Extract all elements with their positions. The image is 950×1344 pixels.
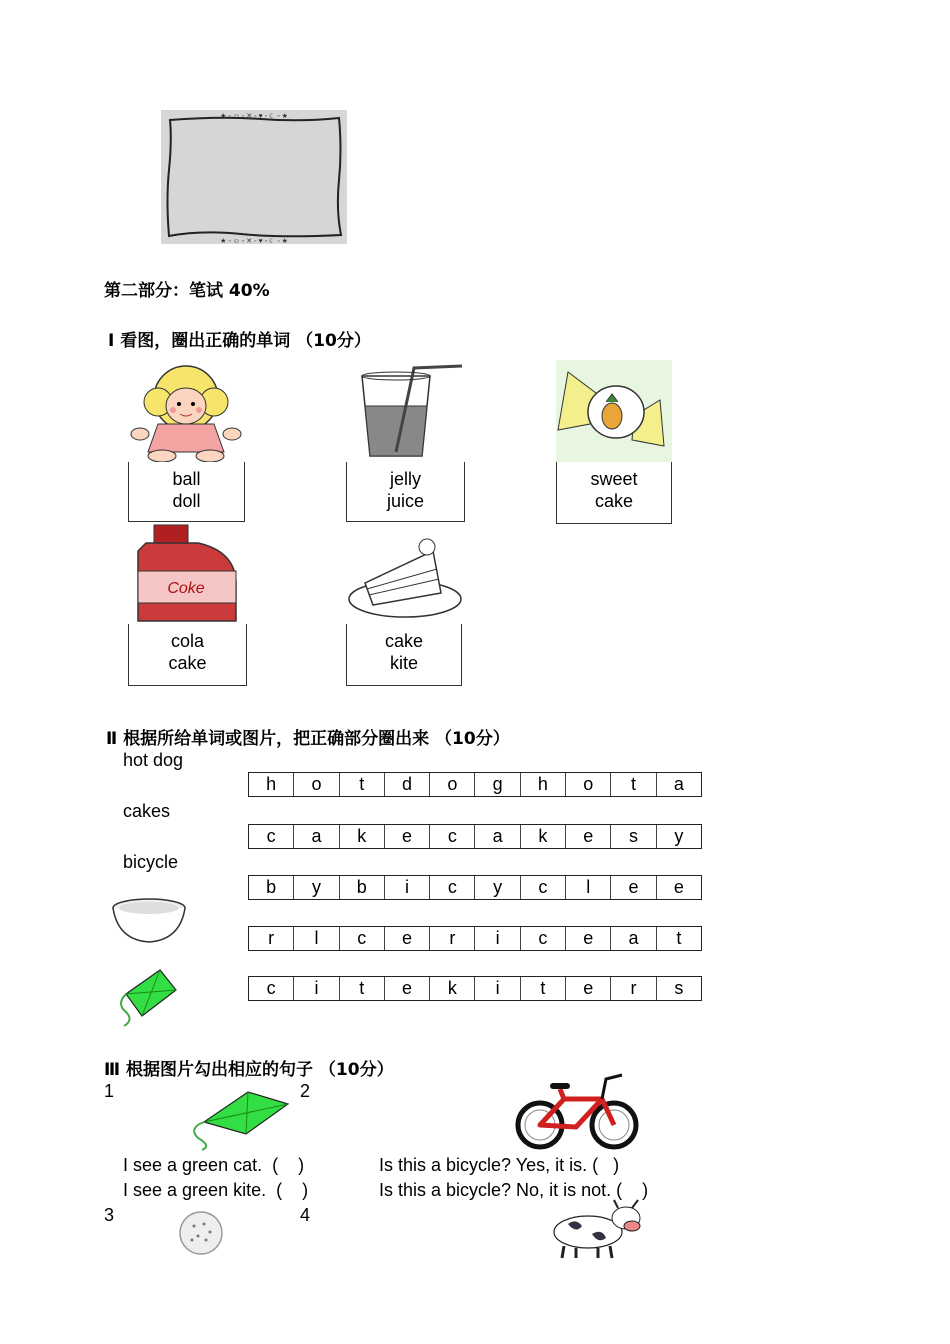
- letter-cell[interactable]: r: [249, 927, 294, 950]
- word-card-doll: [128, 462, 245, 522]
- option-bicycle-no[interactable]: Is this a bicycle? No, it is not. ( ): [379, 1180, 649, 1200]
- letter-grid-row: [248, 772, 702, 797]
- letter-cell[interactable]: c: [430, 825, 475, 848]
- word-option[interactable]: juice: [386, 491, 425, 511]
- letter-cell[interactable]: t: [611, 773, 656, 796]
- letter-cell[interactable]: o: [430, 773, 475, 796]
- part2-title: 第二部分：笔试 40%: [104, 281, 270, 301]
- letter-cell[interactable]: c: [521, 927, 566, 950]
- letter-cell[interactable]: r: [611, 977, 656, 1000]
- word-option[interactable]: ball: [172, 469, 201, 489]
- word-card-cake: [346, 624, 462, 686]
- letter-cell[interactable]: a: [475, 825, 520, 848]
- section3-title: Ⅲ 根据图片勾出相应的句子 （10分）: [104, 1060, 394, 1080]
- letter-cell[interactable]: i: [475, 927, 520, 950]
- letter-cell[interactable]: o: [566, 773, 611, 796]
- letter-cell[interactable]: c: [521, 876, 566, 899]
- letter-cell[interactable]: s: [674, 978, 684, 998]
- section1-title: Ⅰ 看图，圈出正确的单词 （10分）: [108, 331, 371, 351]
- word-option[interactable]: jelly: [389, 469, 421, 489]
- doll-image: [128, 362, 244, 462]
- letter-cell[interactable]: t: [340, 977, 385, 1000]
- picture-frame: [161, 110, 347, 244]
- letter-cell[interactable]: e: [566, 927, 611, 950]
- juice-glass-image: [356, 362, 466, 460]
- letter-cell[interactable]: a: [673, 774, 684, 794]
- word-hot-dog: hot dog: [123, 750, 184, 770]
- letter-cell[interactable]: e: [566, 825, 611, 848]
- letter-cell[interactable]: k: [521, 825, 566, 848]
- cola-bottle-image: [128, 521, 246, 625]
- cow-image: [548, 1198, 644, 1260]
- letter-cell[interactable]: e: [385, 825, 430, 848]
- letter-cell[interactable]: e: [673, 877, 684, 897]
- word-cakes: cakes: [123, 801, 171, 821]
- letter-cell[interactable]: t: [521, 977, 566, 1000]
- letter-cell[interactable]: a: [611, 927, 656, 950]
- letter-cell[interactable]: o: [294, 773, 339, 796]
- letter-cell[interactable]: s: [611, 825, 656, 848]
- letter-cell[interactable]: r: [430, 927, 475, 950]
- option-green-cat[interactable]: I see a green cat. ( ): [123, 1155, 305, 1175]
- question-number: 3: [104, 1205, 115, 1225]
- letter-cell[interactable]: c: [430, 876, 475, 899]
- letter-grid-row: [248, 976, 702, 1001]
- letter-cell[interactable]: i: [294, 977, 339, 1000]
- letter-cell[interactable]: c: [249, 977, 294, 1000]
- kite-image: [182, 1088, 292, 1152]
- section2-title: Ⅱ 根据所给单词或图片，把正确部分圈出来 （10分）: [106, 729, 510, 749]
- word-option[interactable]: cake: [168, 653, 207, 673]
- option-bicycle-yes[interactable]: Is this a bicycle? Yes, it is. ( ): [379, 1155, 620, 1175]
- letter-cell[interactable]: b: [249, 876, 294, 899]
- cake-slice-image: [345, 523, 465, 623]
- letter-cell[interactable]: c: [249, 825, 294, 848]
- letter-cell[interactable]: b: [340, 876, 385, 899]
- letter-cell[interactable]: e: [385, 977, 430, 1000]
- word-bicycle: bicycle: [123, 852, 179, 872]
- question-number: 1: [104, 1081, 115, 1101]
- question-number: 2: [300, 1081, 311, 1101]
- letter-cell[interactable]: l: [566, 876, 611, 899]
- letter-cell[interactable]: i: [385, 876, 430, 899]
- letter-grid-row: [248, 875, 702, 900]
- letter-cell[interactable]: k: [340, 825, 385, 848]
- word-card-cola: [128, 624, 247, 686]
- letter-cell[interactable]: e: [611, 876, 656, 899]
- letter-cell[interactable]: c: [340, 927, 385, 950]
- word-card-sweet: [556, 462, 672, 524]
- word-option[interactable]: cake: [384, 631, 424, 651]
- question-number: 4: [300, 1205, 311, 1225]
- letter-cell[interactable]: a: [294, 825, 339, 848]
- letter-cell[interactable]: t: [340, 773, 385, 796]
- letter-cell[interactable]: h: [249, 773, 294, 796]
- svg-text:★ ◦ ☺ ◦ ✕ ◦ ♥ ◦ ☾ ◦ ★: ★ ◦ ☺ ◦ ✕ ◦ ♥ ◦ ☾ ◦ ★: [220, 113, 288, 120]
- letter-grid-row: [248, 824, 702, 849]
- sweet-candy-image: [556, 360, 672, 462]
- letter-grid-row: [248, 926, 702, 951]
- letter-cell[interactable]: t: [676, 928, 682, 948]
- letter-cell[interactable]: y: [475, 876, 520, 899]
- letter-cell[interactable]: k: [430, 977, 475, 1000]
- word-option[interactable]: cake: [594, 491, 634, 511]
- letter-cell[interactable]: y: [674, 826, 684, 846]
- kite-image: [112, 968, 182, 1030]
- word-option[interactable]: cola: [170, 631, 205, 651]
- letter-cell[interactable]: d: [385, 773, 430, 796]
- letter-cell[interactable]: g: [475, 773, 520, 796]
- biscuit-image: [178, 1210, 224, 1256]
- letter-cell[interactable]: l: [294, 927, 339, 950]
- rice-bowl-image: [110, 896, 188, 946]
- word-card-juice: [346, 462, 465, 522]
- word-option[interactable]: doll: [172, 491, 201, 511]
- letter-cell[interactable]: e: [566, 977, 611, 1000]
- letter-cell[interactable]: i: [475, 977, 520, 1000]
- letter-cell[interactable]: h: [521, 773, 566, 796]
- word-option[interactable]: kite: [389, 653, 418, 673]
- option-green-kite[interactable]: I see a green kite. ( ): [123, 1180, 309, 1200]
- word-option[interactable]: sweet: [590, 469, 638, 489]
- letter-cell[interactable]: e: [385, 927, 430, 950]
- bicycle-image: [514, 1073, 640, 1151]
- svg-text:Coke: Coke: [167, 580, 205, 597]
- letter-cell[interactable]: y: [294, 876, 339, 899]
- svg-text:★ ◦ ☺ ◦ ✕ ◦ ♥ ◦ ☾ ◦ ★: ★ ◦ ☺ ◦ ✕ ◦ ♥ ◦ ☾ ◦ ★: [220, 238, 288, 244]
